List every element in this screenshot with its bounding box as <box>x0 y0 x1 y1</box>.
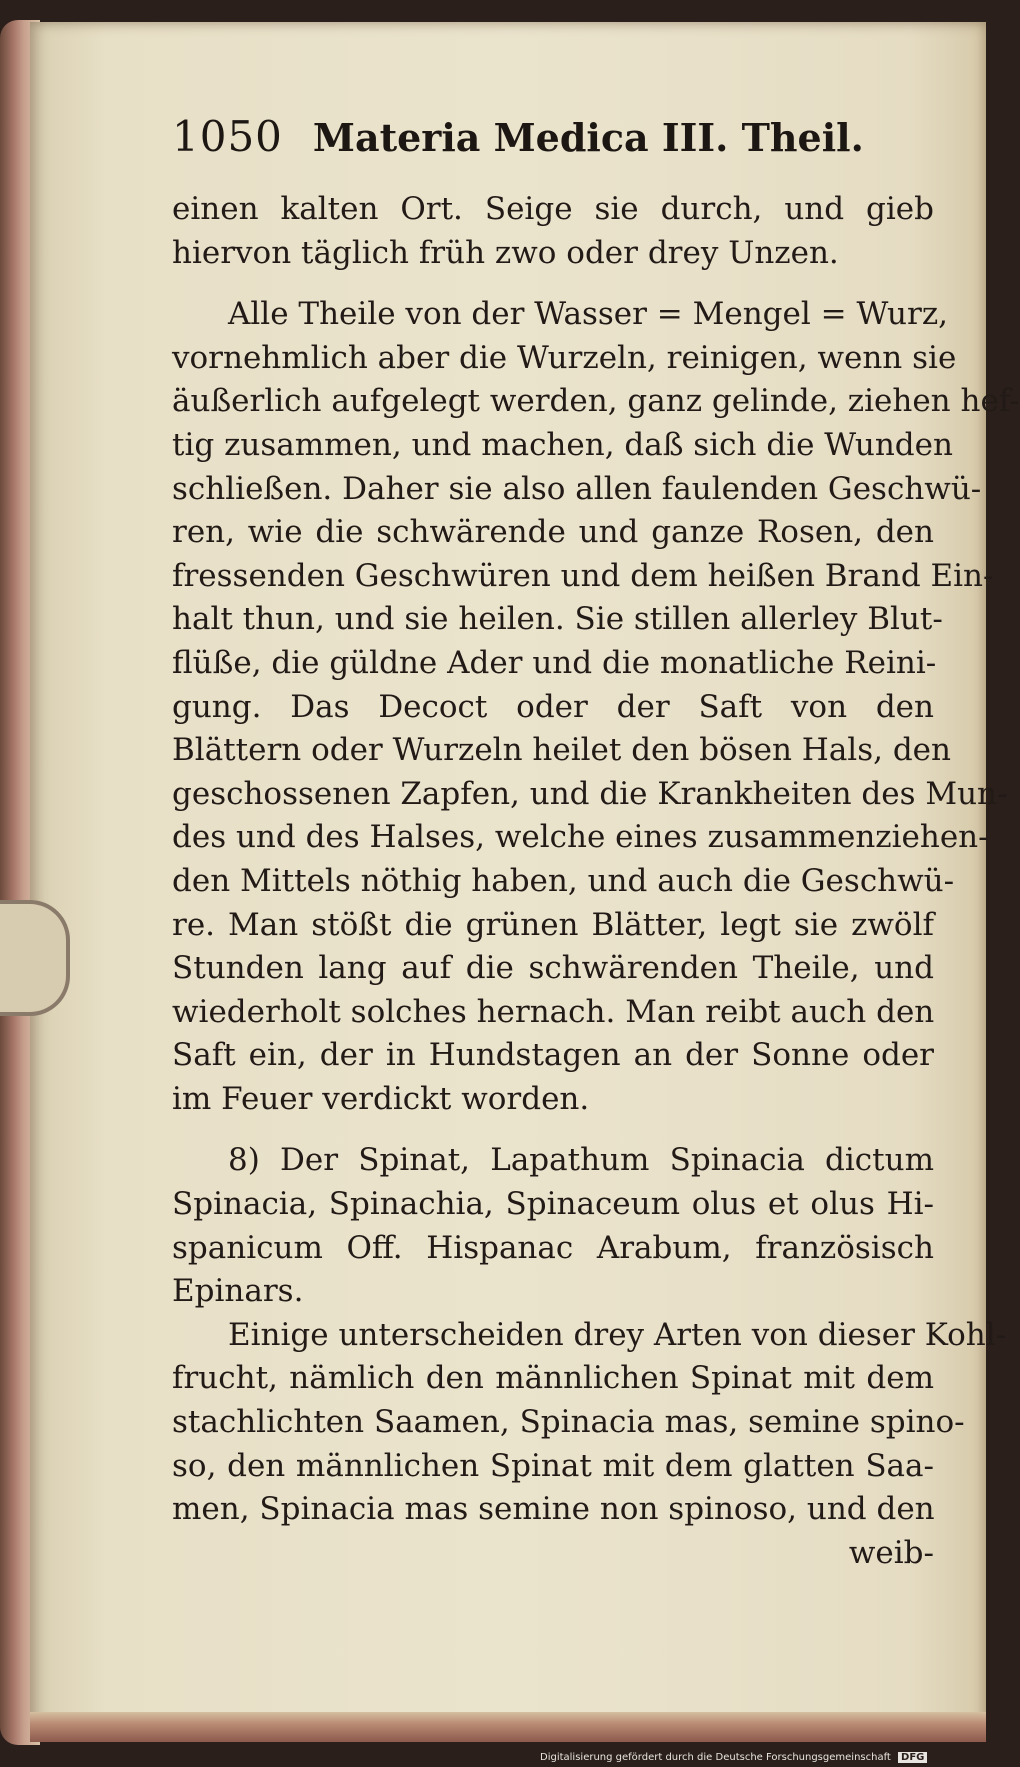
text-line: ren, wie die schwärende und ganze Rosen, den <box>172 514 934 551</box>
page-header <box>172 112 932 168</box>
text-line: halt thun, und sie heilen. Sie stillen allerley Blut- <box>172 601 943 638</box>
text-line: im Feuer verdickt worden. <box>172 1080 590 1117</box>
catchword: weib- <box>848 1534 934 1571</box>
page-bottom-edge <box>30 1712 986 1742</box>
text-line: gung. Das Decoct oder der Saft von den <box>172 688 934 725</box>
text-line: flüße, die güldne Ader und die monatliche Reini- <box>172 644 937 681</box>
text-line: so, den männlichen Spinat mit dem glatten Saa- <box>172 1447 934 1484</box>
text-line: wiederholt solches hernach. Man reibt auch den <box>172 993 935 1030</box>
text-line: fressenden Geschwüren und dem heißen Brand Ein- <box>172 557 994 594</box>
text-line: spanicum Off. Hispanac Arabum, französisch <box>172 1229 934 1266</box>
text-line: tig zusammen, und machen, daß sich die Wunden <box>172 426 953 463</box>
text-line: Einige unterscheiden drey Arten von dieser Kohl- <box>228 1316 1007 1353</box>
text-line: geschossenen Zapfen, und die Krankheiten des Mun- <box>172 775 1008 812</box>
text-line: äußerlich aufgelegt werden, ganz gelinde, ziehen hef- <box>172 383 1020 420</box>
text-line: schließen. Daher sie also allen faulenden Geschwü- <box>172 470 982 507</box>
running-title: Materia Medica III. Theil. <box>312 115 864 160</box>
text-line: Saft ein, der in Hundstagen an der Sonne oder <box>172 1037 934 1074</box>
text-line: Alle Theile von der Wasser = Mengel = Wurz, <box>228 296 949 333</box>
text-line: stachlichten Saamen, Spinacia mas, semine spino- <box>172 1404 965 1441</box>
text-line: Spinacia, Spinachia, Spinaceum olus et olus Hi- <box>172 1186 934 1223</box>
bookmark-tab <box>0 900 70 1016</box>
credit-text: Digitalisierung gefördert durch die Deutsche Forschungsgemeinschaft <box>540 1752 891 1763</box>
dfg-logo: DFG <box>898 1752 927 1763</box>
text-line: men, Spinacia mas semine non spinoso, und den <box>172 1491 935 1528</box>
text-line: vornehmlich aber die Wurzeln, reinigen, wenn sie <box>172 339 957 376</box>
text-line: einen kalten Ort. Seige sie durch, und gieb <box>172 191 934 227</box>
digitization-credit <box>540 1752 927 1766</box>
text-line: re. Man stößt die grünen Blätter, legt sie zwölf <box>172 906 934 943</box>
page-text <box>172 188 1020 1575</box>
text-line: frucht, nämlich den männlichen Spinat mit dem <box>172 1360 934 1397</box>
text-line: 8) Der Spinat, Lapathum Spinacia dictum <box>228 1142 934 1179</box>
text-line: des und des Halses, welche eines zusammenziehen- <box>172 819 989 856</box>
text-line: Epinars. <box>172 1273 304 1310</box>
text-line: Blättern oder Wurzeln heilet den bösen Hals, den <box>172 732 951 769</box>
text-line: hiervon täglich früh zwo oder drey Unzen. <box>172 234 839 271</box>
text-line: Stunden lang auf die schwärenden Theile, und <box>172 950 934 987</box>
page-number: 1050 <box>172 112 283 161</box>
text-line: den Mittels nöthig haben, und auch die Geschwü- <box>172 862 955 899</box>
